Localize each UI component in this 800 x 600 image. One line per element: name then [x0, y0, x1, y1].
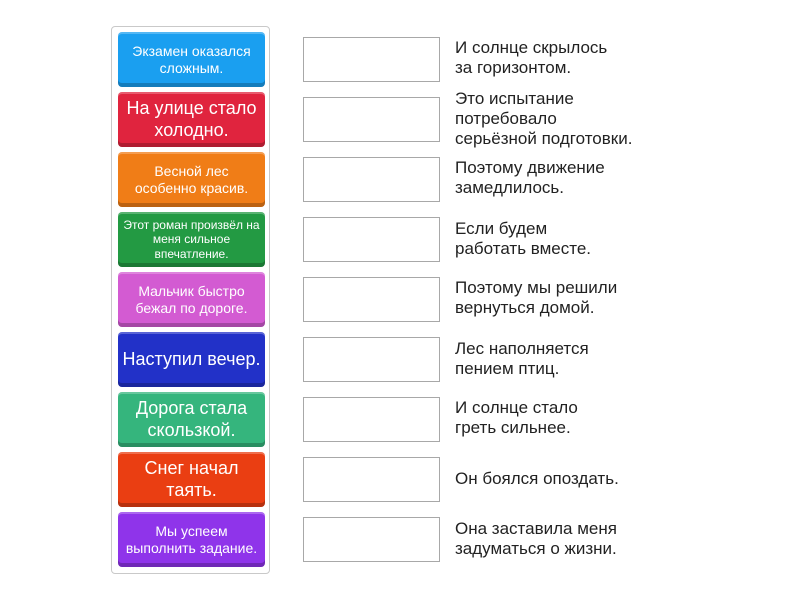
- drop-slot-6[interactable]: [303, 337, 440, 382]
- ending-text-6: Лес наполняется пением птиц.: [455, 339, 589, 378]
- tile-8[interactable]: Снег начал таять.: [118, 452, 265, 507]
- tile-7[interactable]: Дорога стала скользкой.: [118, 392, 265, 447]
- tile-6[interactable]: Наступил вечер.: [118, 332, 265, 387]
- drop-slot-9[interactable]: [303, 517, 440, 562]
- ending-text-7: И солнце стало греть сильнее.: [455, 398, 578, 437]
- ending-text-2: Это испытание потребовало серьёзной подготовки.: [455, 89, 633, 148]
- tile-5[interactable]: Мальчик быстро бежал по дороге.: [118, 272, 265, 327]
- ending-text-1: И солнце скрылось за горизонтом.: [455, 38, 608, 77]
- ending-text-5: Поэтому мы решили вернуться домой.: [455, 278, 618, 317]
- drop-slot-8[interactable]: [303, 457, 440, 502]
- ending-text-9: Она заставила меня задуматься о жизни.: [455, 519, 617, 558]
- ending-text-8: Он боялся опоздать.: [455, 469, 619, 488]
- drop-slot-1[interactable]: [303, 37, 440, 82]
- drop-slot-3[interactable]: [303, 157, 440, 202]
- tile-2[interactable]: На улице стало холодно.: [118, 92, 265, 147]
- drop-slot-7[interactable]: [303, 397, 440, 442]
- drop-slot-4[interactable]: [303, 217, 440, 262]
- drop-slot-2[interactable]: [303, 97, 440, 142]
- tile-9[interactable]: Мы успеем выполнить задание.: [118, 512, 265, 567]
- drop-slot-5[interactable]: [303, 277, 440, 322]
- tile-3[interactable]: Весной лес особенно красив.: [118, 152, 265, 207]
- ending-text-4: Если будем работать вместе.: [455, 219, 592, 258]
- tile-1[interactable]: Экзамен оказался сложным.: [118, 32, 265, 87]
- ending-text-3: Поэтому движение замедлилось.: [455, 158, 605, 197]
- tile-4[interactable]: Этот роман произвёл на меня сильное впечатление.: [118, 212, 265, 267]
